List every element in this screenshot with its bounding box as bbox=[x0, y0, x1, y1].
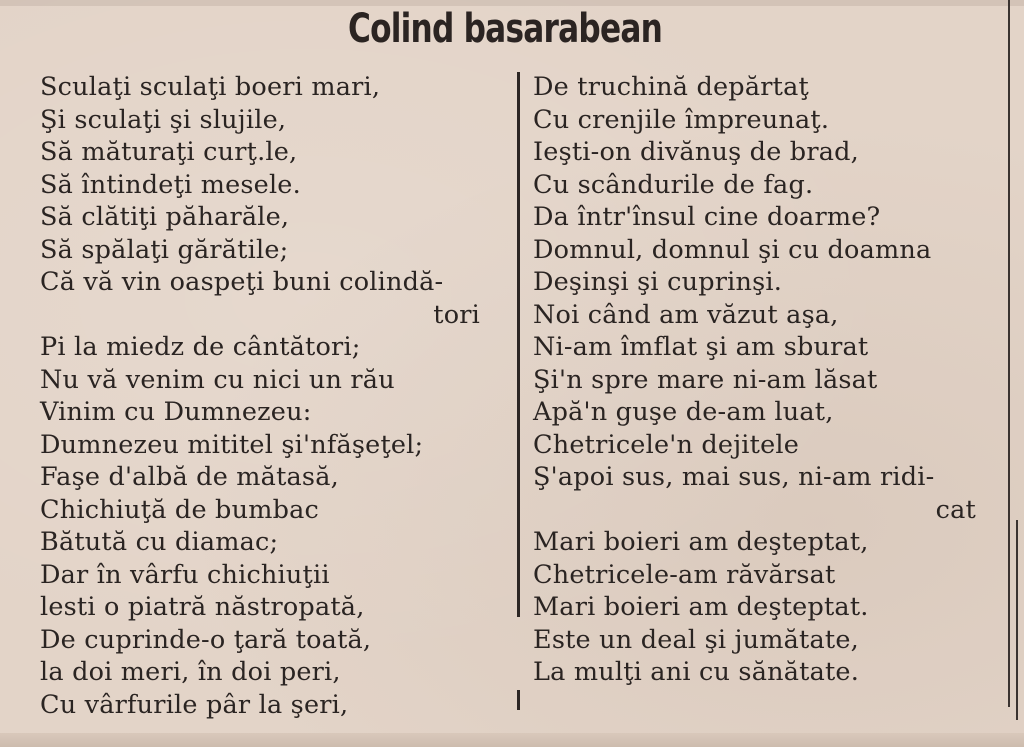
verse-line: Dar în vârfu chichiuţii bbox=[40, 559, 330, 590]
verse-line: Să spălaţi gărătile; bbox=[40, 234, 289, 265]
verse-line: Pi la miedz de cântători; bbox=[40, 332, 361, 362]
verse-line: Mari boieri am deşteptat, bbox=[533, 527, 869, 557]
column-divider-lower bbox=[517, 690, 520, 710]
right-border-rule-lower bbox=[1016, 520, 1018, 720]
verse-line: Să măturaţi curţ.le, bbox=[40, 137, 298, 167]
verse-line: Domnul, domnul şi cu doamna bbox=[533, 234, 932, 265]
verse-line: Noi când am văzut aşa, bbox=[533, 299, 839, 330]
verse-line: Şi'n spre mare ni-am lăsat bbox=[533, 364, 878, 395]
verse-line: Cu vârfurile pâr la şeri, bbox=[40, 689, 349, 720]
verse-line: De cuprinde-o ţară toată, bbox=[40, 624, 372, 655]
verse-line: Şi sculaţi şi slujile, bbox=[40, 104, 287, 135]
verse-line: Chichiuţă de bumbac bbox=[40, 494, 319, 525]
verse-line: Ş'apoi sus, mai sus, ni-am ridi- bbox=[533, 462, 935, 492]
verse-line: Nu vă venim cu nici un rău bbox=[40, 364, 395, 395]
verse-line-continuation: cat bbox=[935, 494, 976, 525]
verse-line: Deşinşi şi cuprinşi. bbox=[533, 267, 783, 297]
verse-line-continuation: tori bbox=[433, 299, 480, 330]
verse-line: la doi meri, în doi peri, bbox=[40, 657, 341, 687]
verse-line: La mulţi ani cu sănătate. bbox=[533, 657, 860, 687]
verse-line: Să clătiţi păharăle, bbox=[40, 202, 290, 232]
column-divider bbox=[517, 72, 520, 617]
verse-line: Bătută cu diamac; bbox=[40, 527, 279, 557]
verse-line: Mari boieri am deşteptat. bbox=[533, 592, 869, 622]
left-column bbox=[40, 71, 510, 721]
verse-line: Ni-am îmflat şi am sburat bbox=[533, 332, 869, 362]
verse-line: Cu crenjile împreunaţ. bbox=[533, 104, 830, 135]
verse-line: lesti o piatră năstropată, bbox=[40, 592, 365, 622]
verse-line: Să întindeţi mesele. bbox=[40, 169, 301, 200]
right-border-rule bbox=[1008, 0, 1010, 707]
verse-line: Dumnezeu mititel şi'nfăşeţel; bbox=[40, 429, 424, 460]
verse-line: Cu scândurile de fag. bbox=[533, 169, 814, 200]
verse-line: De truchină depărtaţ bbox=[533, 72, 809, 102]
verse-line: Vinim cu Dumnezeu: bbox=[40, 397, 312, 427]
verse-line: Că vă vin oaspeţi buni colindă- bbox=[40, 267, 444, 297]
verse-line: Chetricele-am răvărsat bbox=[533, 559, 836, 590]
verse-line: Este un deal şi jumătate, bbox=[533, 624, 859, 655]
poem-title: Colind basarabean bbox=[347, 6, 663, 52]
verse-line: Sculaţi sculaţi boeri mari, bbox=[40, 72, 381, 102]
verse-line: Da într'însul cine doarme? bbox=[533, 202, 881, 232]
verse-line: Chetricele'n dejitele bbox=[533, 429, 800, 460]
verse-line: Faşe d'albă de mătasă, bbox=[40, 462, 339, 492]
right-column bbox=[533, 71, 1008, 689]
verse-line: Apă'n guşe de-am luat, bbox=[533, 397, 834, 427]
verse-line: Ieşti-on divănuş de brad, bbox=[533, 137, 859, 167]
paper-bottom-edge bbox=[0, 733, 1024, 747]
